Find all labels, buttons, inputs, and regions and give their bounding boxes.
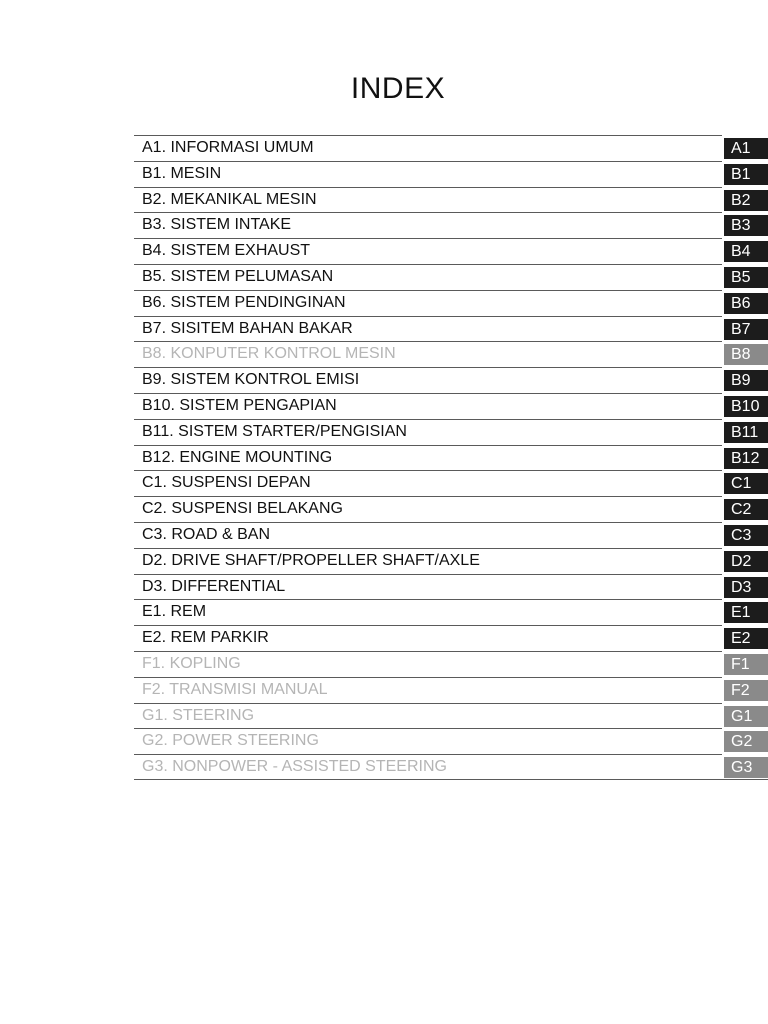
index-list (134, 135, 768, 780)
index-entry[interactable] (134, 238, 768, 264)
section-tab[interactable]: B10 (724, 396, 768, 417)
section-tab[interactable]: G3 (724, 757, 768, 778)
row-divider-gap (722, 728, 768, 729)
index-entry[interactable] (134, 599, 768, 625)
row-divider-gap (722, 238, 768, 239)
row-divider-gap (722, 703, 768, 704)
index-entry-label[interactable]: C2. SUSPENSI BELAKANG (142, 500, 343, 518)
index-entry-label[interactable]: B2. MEKANIKAL MESIN (142, 190, 317, 208)
row-divider-gap (722, 264, 768, 265)
section-tab[interactable]: B9 (724, 370, 768, 391)
index-entry[interactable] (134, 754, 768, 780)
index-entry-label[interactable]: B4. SISTEM EXHAUST (142, 242, 311, 260)
index-entry-label[interactable]: B7. SISITEM BAHAN BAKAR (142, 319, 353, 337)
index-entry-label[interactable]: A1. INFORMASI UMUM (142, 139, 314, 156)
row-divider-gap (722, 470, 768, 471)
index-entry[interactable] (134, 393, 768, 419)
row-divider-gap (722, 445, 768, 446)
index-entry-label[interactable]: B5. SISTEM PELUMASAN (142, 267, 334, 285)
index-entry-label[interactable]: C1. SUSPENSI DEPAN (142, 474, 311, 492)
section-tab[interactable]: G2 (724, 731, 768, 752)
index-entry[interactable] (134, 419, 768, 445)
row-divider-gap (722, 187, 768, 188)
row-divider-gap (722, 393, 768, 394)
index-entry[interactable] (134, 316, 768, 342)
section-tab[interactable]: D3 (724, 577, 768, 598)
section-tab[interactable]: B5 (724, 267, 768, 288)
row-divider-gap (722, 212, 768, 213)
index-entry[interactable] (134, 212, 768, 238)
index-entry[interactable] (134, 135, 768, 161)
index-entry[interactable] (134, 522, 768, 548)
row-divider-gap (722, 754, 768, 755)
section-tab[interactable]: E2 (724, 628, 768, 649)
index-entry[interactable] (134, 625, 768, 651)
index-entry-label[interactable]: B8. KONPUTER KONTROL MESIN (142, 345, 396, 363)
index-entry[interactable] (134, 548, 768, 574)
index-entry[interactable] (134, 728, 768, 754)
index-entry-label[interactable]: F2. TRANSMISI MANUAL (142, 680, 328, 698)
index-entry[interactable] (134, 470, 768, 496)
row-divider-gap (722, 367, 768, 368)
section-tab[interactable]: B4 (724, 241, 768, 262)
index-entry-label[interactable]: G2. POWER STEERING (142, 732, 319, 750)
index-entry-label[interactable]: F1. KOPLING (142, 654, 241, 672)
section-tab[interactable]: B3 (724, 215, 768, 236)
section-tab[interactable]: A1 (724, 138, 768, 159)
index-entry[interactable] (134, 290, 768, 316)
index-entry-label[interactable]: B3. SISTEM INTAKE (142, 216, 292, 234)
index-entry[interactable] (134, 703, 768, 729)
section-tab[interactable]: E1 (724, 602, 768, 623)
index-entry[interactable] (134, 367, 768, 393)
index-entry[interactable] (134, 574, 768, 600)
index-entry[interactable] (134, 445, 768, 471)
index-entry[interactable] (134, 187, 768, 213)
index-entry-label[interactable]: B12. ENGINE MOUNTING (142, 448, 333, 466)
section-tab[interactable]: G1 (724, 706, 768, 727)
row-divider-gap (722, 599, 768, 600)
row-divider-gap (722, 677, 768, 678)
index-entry-label[interactable]: G1. STEERING (142, 706, 255, 724)
index-entry-label[interactable]: B6. SISTEM PENDINGINAN (142, 293, 346, 311)
index-entry-label[interactable]: E2. REM PARKIR (142, 629, 269, 647)
index-entry-label[interactable]: D3. DIFFERENTIAL (142, 577, 286, 595)
row-divider-gap (722, 651, 768, 652)
index-entry[interactable] (134, 341, 768, 367)
section-tab[interactable]: C3 (724, 525, 768, 546)
index-entry-label[interactable]: B11. SISTEM STARTER/PENGISIAN (142, 422, 407, 440)
row-divider-gap (722, 496, 768, 497)
section-tab[interactable]: B6 (724, 293, 768, 314)
index-entry-label[interactable]: B9. SISTEM KONTROL EMISI (142, 371, 360, 389)
section-tab[interactable]: B2 (724, 190, 768, 211)
row-divider-gap (722, 135, 768, 136)
row-divider-gap (722, 290, 768, 291)
page-title: INDEX (350, 72, 446, 105)
section-tab[interactable]: B8 (724, 344, 768, 365)
index-entry[interactable] (134, 264, 768, 290)
section-tab[interactable]: D2 (724, 551, 768, 572)
index-entry[interactable] (134, 496, 768, 522)
index-entry-label[interactable]: E1. REM (142, 603, 207, 621)
index-entry-label[interactable]: D2. DRIVE SHAFT/PROPELLER SHAFT/AXLE (142, 551, 480, 569)
section-tab[interactable]: B12 (724, 448, 768, 469)
section-tab[interactable]: C1 (724, 473, 768, 494)
section-tab[interactable]: F1 (724, 654, 768, 675)
row-divider-gap (722, 625, 768, 626)
row-divider-gap (722, 161, 768, 162)
index-entry-label[interactable]: B10. SISTEM PENGAPIAN (142, 396, 337, 414)
row-divider-gap (722, 419, 768, 420)
row-divider-gap (722, 522, 768, 523)
index-entry-label[interactable]: B1. MESIN (142, 164, 222, 182)
index-entry[interactable] (134, 161, 768, 187)
index-entry[interactable] (134, 677, 768, 703)
row-divider-gap (722, 316, 768, 317)
index-entry-label[interactable]: G3. NONPOWER - ASSISTED STEERING (142, 758, 447, 776)
row-divider-gap (722, 574, 768, 575)
section-tab[interactable]: B7 (724, 319, 768, 340)
section-tab[interactable]: B11 (724, 422, 768, 443)
section-tab[interactable]: C2 (724, 499, 768, 520)
section-tab[interactable]: F2 (724, 680, 768, 701)
index-entry[interactable] (134, 651, 768, 677)
index-entry-label[interactable]: C3. ROAD & BAN (142, 525, 271, 543)
row-divider-gap (722, 548, 768, 549)
section-tab[interactable]: B1 (724, 164, 768, 185)
row-divider-gap (722, 341, 768, 342)
